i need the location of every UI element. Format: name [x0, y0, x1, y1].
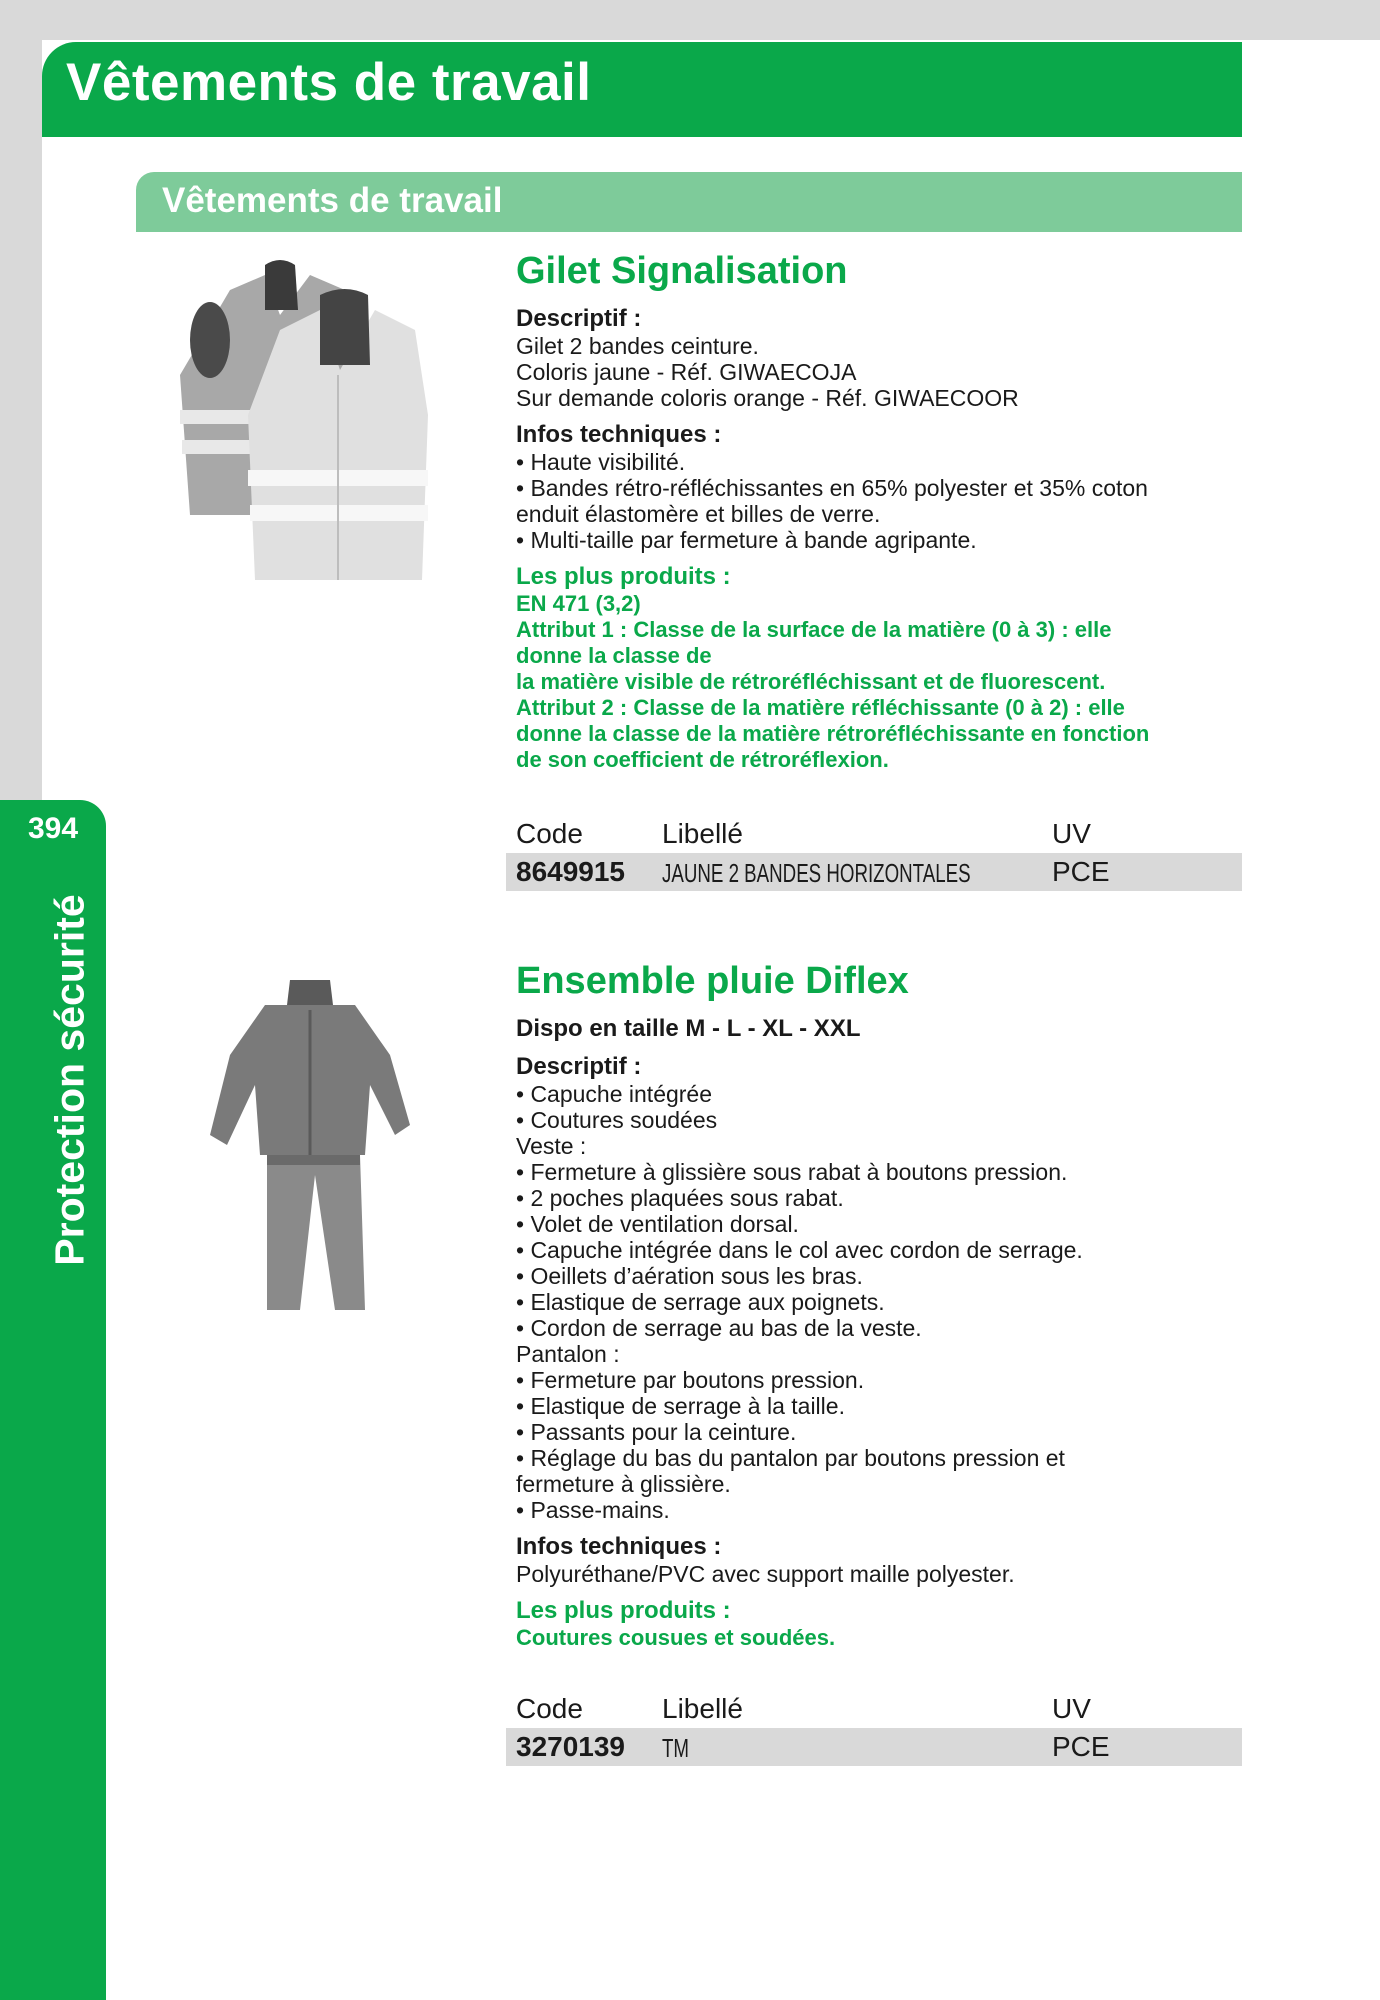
descriptif-text: • Capuche intégrée • Coutures soudées Veste : • Fermeture à glissière sous rabat à boutons pression. • 2 poches plaquées sous rabat. • Volet de ventilation dorsal. • Capuche intégrée dans le col avec cordon de serrage. • Oeillets d’aération sous les bras. • Elastique de serrage aux poignets. • Cordon de serrage au bas de la veste. Pantalon : • Fermeture par boutons pression. • Elastique de serrage à la taille. • Passants pour la ceinture. • Réglage du bas du pantalon par boutons pression et fermeture à glissière. • Passe-mains.: [516, 1081, 1083, 1523]
section-side-label: Protection sécurité: [46, 894, 93, 1266]
product-table-ensemble: [506, 1690, 1242, 1766]
cell-code: 3270139: [516, 1731, 626, 1762]
rainsuit-illustration: [205, 975, 415, 1315]
sub-header-bar: [136, 172, 1242, 232]
sub-title: Vêtements de travail: [162, 181, 503, 220]
col-code: Code: [516, 1693, 583, 1724]
left-gray-strip: [0, 40, 42, 800]
col-libelle: Libellé: [662, 1693, 743, 1724]
table-row: [506, 853, 1242, 891]
descriptif-heading: Descriptif :: [516, 305, 642, 332]
descriptif-heading: Descriptif :: [516, 1053, 642, 1080]
plus-text: Coutures cousues et soudées.: [516, 1625, 836, 1650]
cell-libelle: TM: [662, 1733, 690, 1763]
col-uv: UV: [1052, 818, 1091, 849]
plus-heading: Les plus produits :: [516, 563, 731, 590]
cell-code: 8649915: [516, 856, 626, 887]
vest-illustration: [170, 255, 450, 595]
product-title: Ensemble pluie Diflex: [516, 960, 909, 1002]
table-row: [506, 1728, 1242, 1766]
page-title: Vêtements de travail: [66, 53, 592, 112]
col-uv: UV: [1052, 1693, 1091, 1724]
vest-image: [170, 255, 450, 595]
cell-uv: PCE: [1052, 856, 1110, 887]
sizes-text: Dispo en taille M - L - XL - XXL: [516, 1015, 861, 1042]
product-ensemble-pluie: [516, 960, 1242, 1651]
product-title: Gilet Signalisation: [516, 250, 848, 292]
cell-libelle: JAUNE 2 BANDES HORIZONTALES: [662, 858, 971, 888]
infos-text: • Haute visibilité. • Bandes rétro-réfléchissantes en 65% polyester et 35% coton enduit élastomère et billes de verre. • Multi-taille par fermeture à bande agripante.: [516, 449, 1148, 553]
page-number: 394: [27, 812, 79, 845]
plus-heading: Les plus produits :: [516, 1597, 731, 1624]
table-header: [506, 815, 1242, 853]
product-gilet: [516, 250, 1242, 773]
cell-uv: PCE: [1052, 1731, 1110, 1762]
infos-text: Polyuréthane/PVC avec support maille polyester.: [516, 1561, 1015, 1587]
header-bar: [42, 42, 1242, 137]
infos-heading: Infos techniques :: [516, 1533, 722, 1560]
rainsuit-image: [205, 975, 415, 1315]
top-gray-strip: [0, 0, 1380, 40]
product-table-gilet: [506, 815, 1242, 891]
descriptif-text: Gilet 2 bandes ceinture. Coloris jaune - Réf. GIWAECOJA Sur demande coloris orange - Réf. GIWAECOOR: [516, 333, 1019, 411]
infos-heading: Infos techniques :: [516, 421, 722, 448]
table-header: [506, 1690, 1242, 1728]
col-code: Code: [516, 818, 583, 849]
plus-text: EN 471 (3,2) Attribut 1 : Classe de la surface de la matière (0 à 3) : elle donne la classe de la matière visible de rétroréfléchissant et de fluorescent. Attribut 2 : Classe de la matière réfléchissante (0 à 2) : elle donne la classe de la matière rétroréfléchissante en fonction de son coefficient de rétroréflexion.: [516, 591, 1150, 772]
col-libelle: Libellé: [662, 818, 743, 849]
